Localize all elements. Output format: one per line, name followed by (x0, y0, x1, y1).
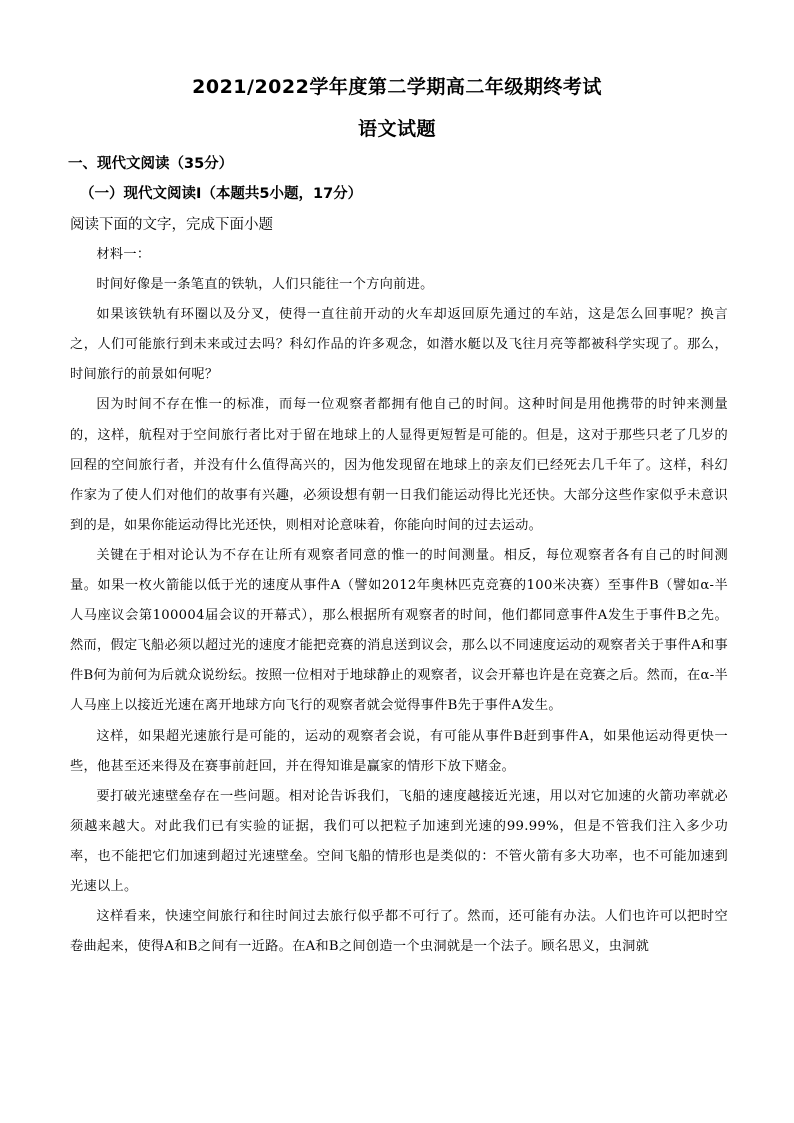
section-heading: 一、现代文阅读（35分） (68, 156, 234, 172)
passage-paragraph: 要打破光速壁垒存在一些问题。相对论告诉我们，飞船的速度越接近光速，用以对它加速的火箭功率就必须越来越大。对此我们已有实验的证据，我们可以把粒子加速到光速的99.99%，但是不管我们注入多少功率，也不能把它们加速到超过光速壁垒。空间飞船的情形也是类似的：不管火箭有多大功率，也不可能加速到光速以上。 (70, 788, 728, 894)
exam-subtitle: 语文试题 (357, 118, 436, 140)
passage-paragraph: 这样看来，快速空间旅行和往时间过去旅行似乎都不可行了。然而，还可能有办法。人们也许可以把时空卷曲起来，使得A和B之间有一近路。在A和B之间创造一个虫洞就是一个法子。顾名思义，虫洞就 (70, 909, 728, 955)
passage-paragraph: 时间好像是一条笔直的铁轨，人们只能往一个方向前进。 (96, 277, 434, 293)
reading-passage (70, 240, 728, 962)
passage-paragraph: 因为时间不存在惟一的标准，而每一位观察者都拥有他自己的时间。这种时间是用他携带的时钟来测量的，这样，航程对于空间旅行者比对于留在地球上的人显得更短暂是可能的。但是，这对于那些只老了几岁的回程的空间旅行者，并没有什么值得高兴的，因为他发现留在地球上的亲友们已经死去几千年了。这样，科幻作家为了使人们对他们的故事有兴趣，必须设想有朝一日我们能运动得比光还快。大部分这些作家似乎未意识到的是，如果你能运动得比光还快，则相对论意味着，你能向时间的过去运动。 (70, 397, 728, 533)
subsection-heading: （一）现代文阅读Ⅰ（本题共5小题，17分） (80, 186, 363, 202)
passage-paragraph: 这样，如果超光速旅行是可能的，运动的观察者会说，有可能从事件B赶到事件A，如果他运动得更快一些，他甚至还来得及在赛事前赶回，并在得知谁是赢家的情形下放下赌金。 (70, 728, 728, 774)
passage-paragraph: 材料一： (96, 247, 151, 262)
passage-paragraph: 如果该铁轨有环圈以及分叉，使得一直往前开动的火车却返回原先通过的车站，这是怎么回事呢？换言之，人们可能旅行到未来或过去吗？科幻作品的许多观念，如潜水艇以及飞往月亮等都被科学实现了。那么，时间旅行的前景如何呢？ (70, 307, 728, 383)
exam-title: 2021/2022学年度第二学期高二年级期终考试 (192, 76, 602, 98)
passage-paragraph: 关键在于相对论认为不存在让所有观察者同意的惟一的时间测量。相反，每位观察者各有自己的时间测量。如果一枚火箭能以低于光的速度从事件A（譬如2012年奥林匹克竞赛的100米决赛）至事件B（譬如α-半人马座议会第100004届会议的开幕式），那么根据所有观察者的时间，他们都同意事件A发生于事件B之先。然而，假定飞船必须以超过光的速度才能把竞赛的消息送到议会，那么以不同速度运动的观察者关于事件A和事件B何为前何为后就众说纷纭。按照一位相对于地球静止的观察者，议会开幕也许是在竞赛之后。然而，在α-半人马座上以接近光速在离开地球方向飞行的观察者就会觉得事件B先于事件A发生。 (70, 547, 728, 714)
reading-instruction: 阅读下面的文字，完成下面小题 (70, 217, 273, 233)
